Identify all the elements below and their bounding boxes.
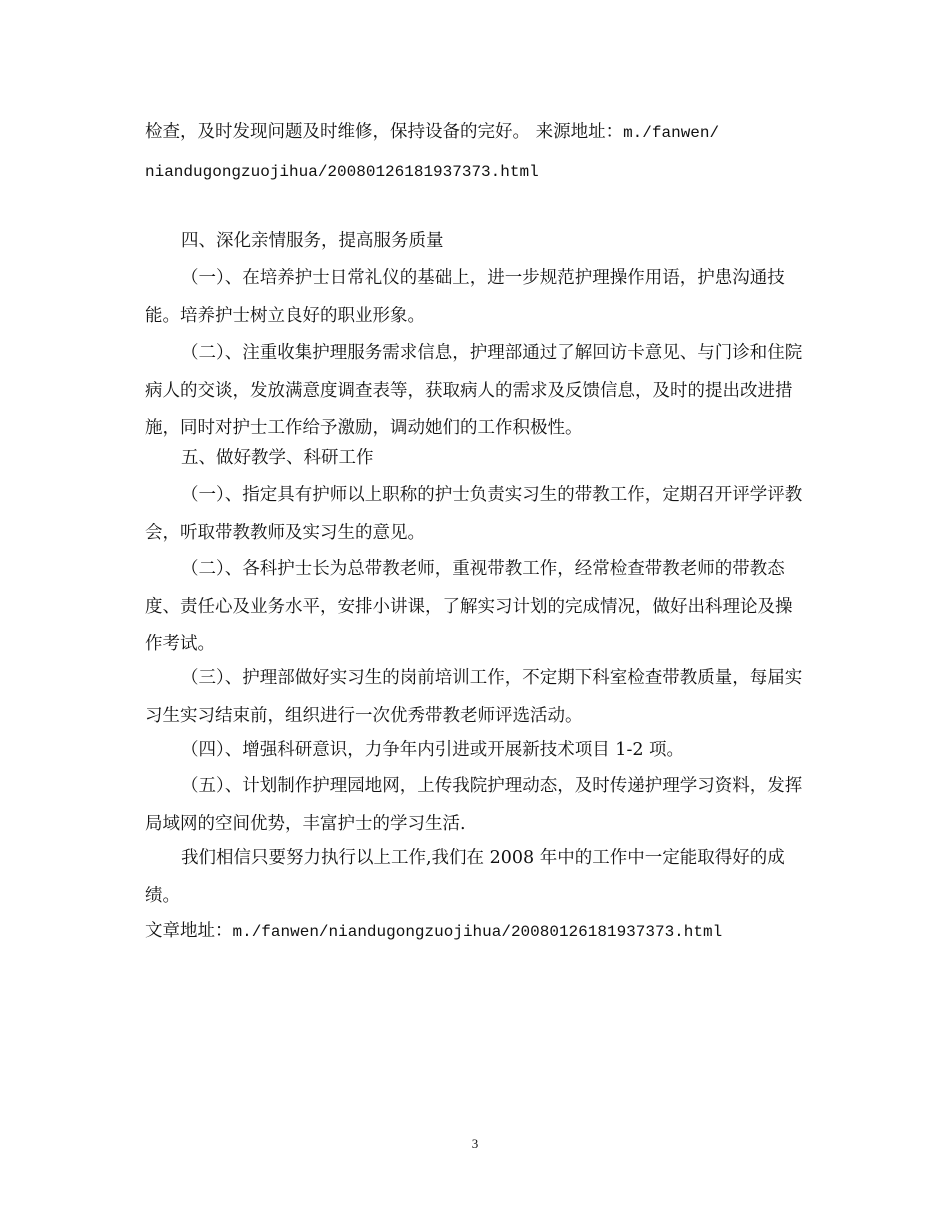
source-label: 来源地址： (535, 122, 624, 142)
page-number: 3 (471, 1136, 479, 1151)
section5-item1: （一）、指定具有护师以上职称的护士负责实习生的带教工作，定期召开评学评教会，听取带教教师及实习生的意见。 (145, 485, 803, 543)
article-address-line (145, 913, 805, 952)
section5-item5: （五）、计划制作护理园地网，上传我院护理动态，及时传递护理学习资料，发挥局域网的空间优势，丰富护士的学习生活. (145, 776, 803, 834)
article-label: 文章地址： (145, 921, 233, 941)
continuation-text: 检查，及时发现问题及时维修，保持设备的完好。 (145, 122, 530, 142)
section5-item3: （三）、护理部做好实习生的岗前培训工作，不定期下科室检查带教质量，每届实习生实习结束前，组织进行一次优秀带教老师评选活动。 (145, 668, 803, 726)
continuation-paragraph (145, 114, 805, 191)
section5-heading: 五、做好教学、科研工作 (181, 448, 374, 468)
section4-item1: （一）、在培养护士日常礼仪的基础上，进一步规范护理操作用语，护患沟通技能。培养护士树立良好的职业形象。 (145, 268, 785, 326)
section5-item4: （四）、增强科研意识，力争年内引进或开展新技术项目 1-2 项。 (181, 740, 685, 760)
section5-item2: （二）、各科护士长为总带教老师，重视带教工作，经常检查带教老师的带教态度、责任心及业务水平，安排小讲课，了解实习计划的完成情况，做好出科理论及操作考试。 (145, 559, 793, 654)
source-url-part1: m./fanwen/ (623, 124, 720, 142)
section4-item2: （二）、注重收集护理服务需求信息，护理部通过了解回访卡意见、与门诊和住院病人的交谈，发放满意度调查表等，获取病人的需求及反馈信息，及时的提出改进措施，同时对护士工作给予激励，调动她们的工作积极性。 (145, 343, 803, 438)
conclusion-paragraph: 我们相信只要努力执行以上工作,我们在 2008 年中的工作中一定能取得好的成绩。 (145, 848, 785, 906)
article-url: m./fanwen/niandugongzuojihua/20080126181937373.html (232, 923, 723, 941)
section4-heading: 四、深化亲情服务，提高服务质量 (181, 231, 444, 251)
source-url-part2: niandugongzuojihua/20080126181937373.html (145, 162, 539, 181)
